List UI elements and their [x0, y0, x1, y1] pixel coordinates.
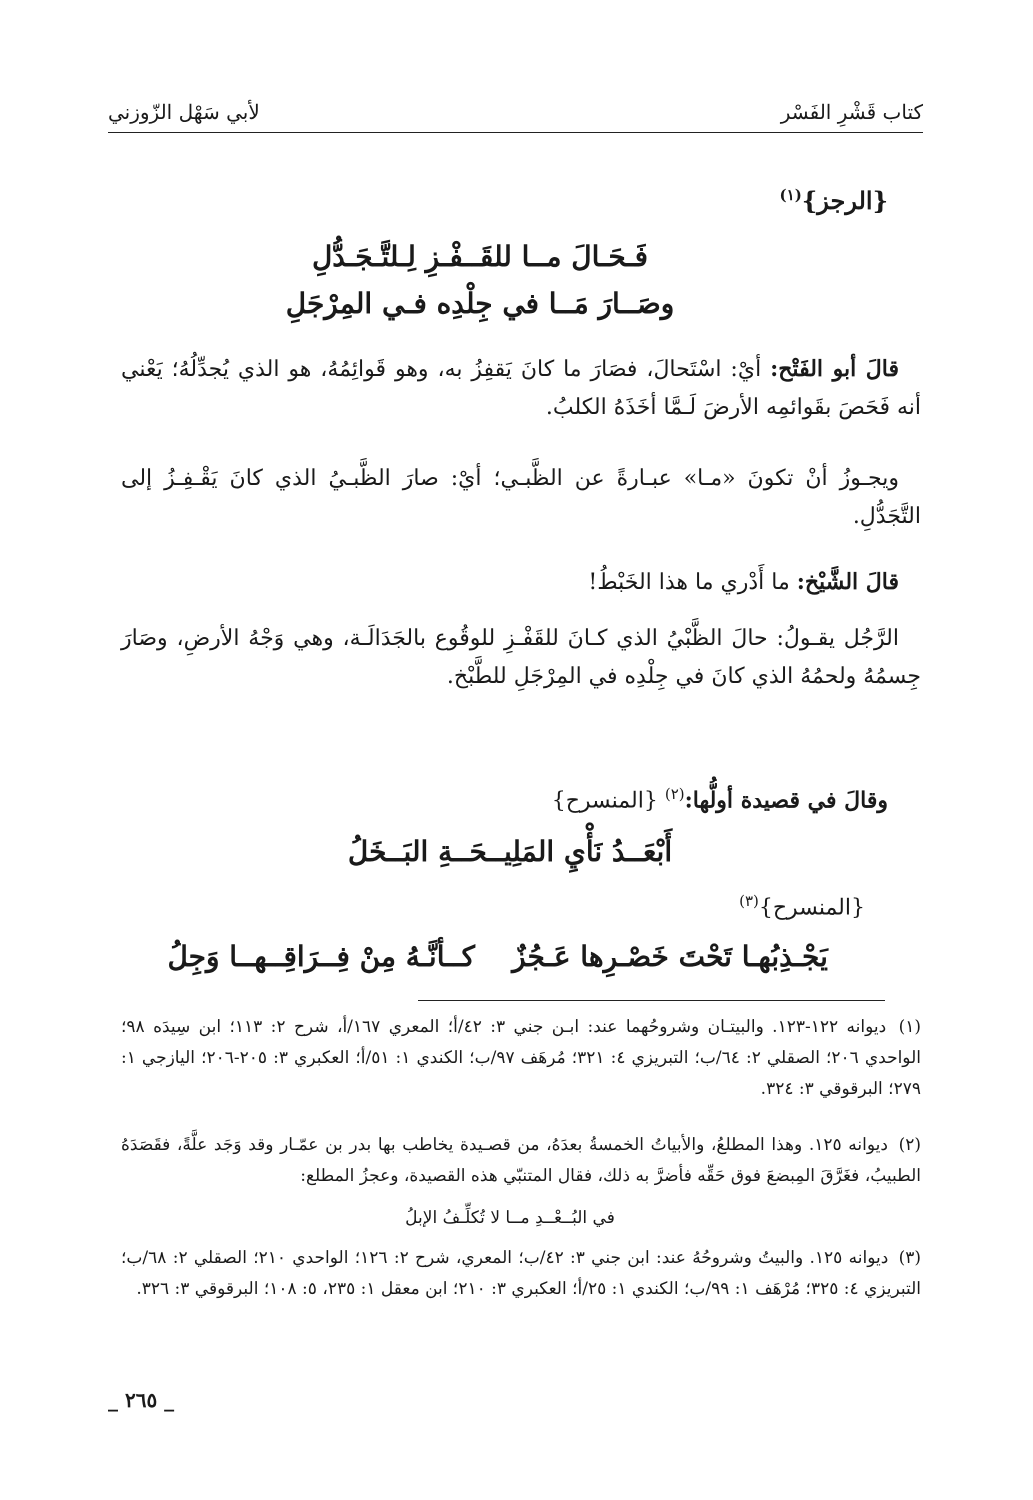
- page-number: _ ٢٦٥ _: [108, 1388, 175, 1412]
- paragraph-abu-alfath: [121, 350, 921, 427]
- footnote-2: [121, 1130, 921, 1192]
- footnote-3-number: (٣): [898, 1248, 921, 1268]
- footnote-3: [121, 1243, 921, 1305]
- header-rule: [108, 132, 923, 133]
- footnote-1-text: ديوانه ١٢٢-١٢٣. والبيتـان وشروحُهما عند: ابـن جني ٣: ٤٢/أ؛ المعري ١٦٧/أ، شرح ٢: ١١٣؛ ابن سِيدَه ٩٨؛ الواحدي ٢٠٦؛ الصقلي ٢: ٦٤/ب؛ التبريزي ٤: ٣٢١؛ مُرهَف ٩٧/ب؛ الكندي ١: ٥١/أ؛ العكبري ٣: ٢٠٥-٢٠٦؛ اليازجي ١: ٢٧٩؛ البرقوقي ٣: ٣٢٤.: [121, 1017, 921, 1099]
- section2-intro-text: وقالَ في قصيدة أولُّها:: [684, 787, 888, 814]
- verse3-hemistich-first: يَجْـذِبُهـا تَحْتَ خَصْـرِها عَـجُزٌ: [512, 940, 828, 973]
- running-header-book-title: كتاب قَشْرِ الفَسْر: [780, 100, 923, 124]
- footnote-2-text: ديوانه ١٢٥. وهذا المطلعُ، والأبياتُ الخمسةُ بعدَهُ، من قصـيدة يخاطب بها بدر بن عمّـار وقد وَجَد علَّةً، فقَصَدَهُ الطبيبُ، فغَرَّقَ المِبضعَ فوق حَقِّه فأضرَّ به ذلك، فقال المتنبّي هذه القصيدة، وعجزُ المطلع:: [121, 1135, 921, 1186]
- section3-meter: {المنسرح}: [758, 895, 865, 921]
- paragraph-shaykh-text: ما أَدْري ما هذا الخَبْطُ!: [588, 570, 790, 595]
- paragraph-alternative-reading: ويجـوزُ أنْ تكونَ «مـا» عبـارةً عن الظَّبـي؛ أيْ: صارَ الظَّبـيُ الذي كانَ يَقْـفِـزُ إلى التَّجَدُّلِ.: [121, 466, 921, 529]
- section2-meter: {المنسرح}: [551, 788, 658, 814]
- footnote-1: [121, 1012, 921, 1105]
- footnote-ref-1: (١): [779, 186, 802, 204]
- section3-meter-label: [739, 892, 865, 920]
- verse1-line1: فَـحَـالَ مــا للقَــفْـزِ لِـلتَّـجَـدُّلِ: [311, 240, 649, 273]
- paragraph-abu-alfath-text: أيْ: اسْتَحالَ، فصَارَ ما كانَ يَقفِزُ به، وهو قَوائِمُهُ، هو الذي يُجدِّلُهُ؛ يَعْني أنه فَحَصَ بقَوائمِه الأرضَ لَـمَّا أخَذَهُ الكلبُ.: [121, 357, 921, 420]
- section2-intro: [552, 785, 888, 813]
- section1-meter-label: [780, 186, 888, 215]
- footnote-1-number: (١): [898, 1017, 922, 1037]
- verse1-line2: وصَــارَ مَــا في جِلْدِه فـي المِرْجَلِ: [285, 287, 675, 320]
- footnote-2-number: (٢): [898, 1135, 922, 1155]
- footnote-ref-2: (٢): [664, 785, 685, 803]
- footnote-ref-3: (٣): [739, 892, 759, 910]
- speaker-label-abu-alfath: قالَ أبو الفَتْح:: [770, 356, 899, 382]
- speaker-label-shaykh: قالَ الشَّيْخ:: [796, 569, 899, 595]
- verse3-hemistich-second: كــأنَّـهُ مِنْ فِــرَاقِــهــا وَجِلُ: [167, 940, 475, 973]
- paragraph-shaykh: [121, 563, 921, 602]
- running-header-author: لأبي سَهْل الزّوزني: [108, 100, 260, 124]
- footnote-3-text: ديوانه ١٢٥. والبيتُ وشروحُهُ عند: ابن جني ٣: ٤٢/ب؛ المعري، شرح ٢: ١٢٦؛ الواحدي ٢١٠؛ الصقلي ٢: ٦٨/ب؛ التبريزي ٤: ٣٢٥؛ مُرْهَف ١: ٩٩/ب؛ الكندي ١: ٢٥/أ؛ العكبري ٣: ٢١٠؛ ابن معقل ١: ٢٣٥، ٥: ١٠٨؛ البرقوقي ٣: ٣٢٦.: [121, 1248, 921, 1299]
- paragraph-explanation: الرَّجُل يقـولُ: حالَ الظَّبْيُ الذي كـانَ للقَفْـزِ للوقُوع بالجَدَالَـة، وهي وَجْهُ الأرضِ، وصَارَ جِسمُهُ ولحمُهُ الذي كانَ في جِلْدِه في المِرْجَلِ للطَّبْخ.: [121, 626, 921, 689]
- footnote-2-verse: في البُــعْــدِ مــا لا تُكلِّـفُ الإبلُ: [405, 1208, 615, 1228]
- verse2-line: أَبْعَــدُ نَأْيِ المَلِيــحَــةِ البَــخَلُ: [347, 835, 673, 868]
- section1-meter: {الرجز}: [801, 186, 888, 215]
- footnote-rule: [418, 1000, 885, 1001]
